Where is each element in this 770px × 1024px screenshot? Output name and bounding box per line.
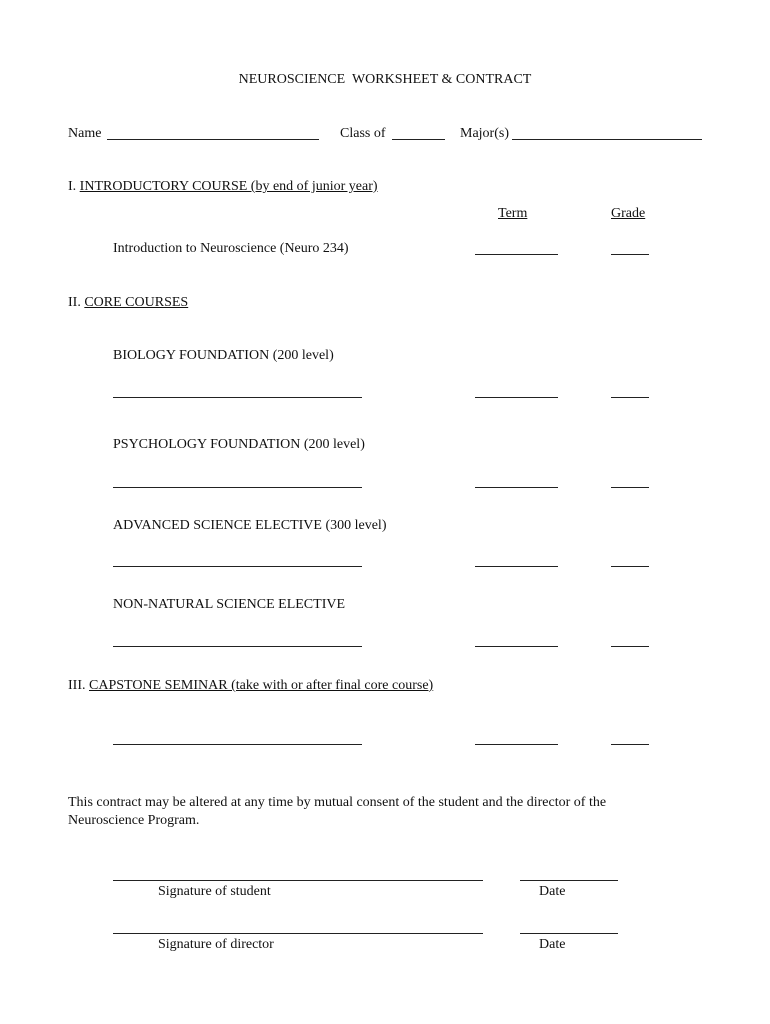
- core-item-label: BIOLOGY FOUNDATION (200 level): [113, 348, 334, 363]
- core-grade-field[interactable]: [611, 487, 649, 488]
- section-title: CORE COURSES: [84, 295, 189, 310]
- student-signature-field[interactable]: [113, 880, 483, 881]
- section-number: III.: [68, 678, 89, 693]
- term-column-header: Term: [498, 206, 528, 221]
- director-signature-label: Signature of director: [158, 937, 274, 952]
- name-field[interactable]: [107, 139, 319, 140]
- section-title: CAPSTONE SEMINAR (take with or after final core course): [89, 678, 434, 693]
- intro-grade-field[interactable]: [611, 254, 649, 255]
- name-label: Name: [68, 126, 102, 141]
- contract-statement: This contract may be altered at any time by mutual consent of the student and the director of the Neuroscience Program.: [68, 795, 607, 828]
- core-term-field[interactable]: [475, 646, 558, 647]
- capstone-grade-field[interactable]: [611, 744, 649, 745]
- core-grade-field[interactable]: [611, 646, 649, 647]
- section-title: INTRODUCTORY COURSE (by end of junior year): [79, 179, 378, 194]
- core-term-field[interactable]: [475, 566, 558, 567]
- director-date-field[interactable]: [520, 933, 618, 934]
- section-number: II.: [68, 295, 85, 310]
- capstone-term-field[interactable]: [475, 744, 558, 745]
- date-label: Date: [539, 937, 566, 952]
- student-signature-label: Signature of student: [158, 884, 271, 899]
- class-of-label: Class of: [340, 126, 386, 141]
- intro-course-name: Introduction to Neuroscience (Neuro 234): [113, 241, 349, 256]
- core-course-field[interactable]: [113, 487, 362, 488]
- section-number: I.: [68, 179, 80, 194]
- intro-term-field[interactable]: [475, 254, 558, 255]
- class-of-field[interactable]: [392, 139, 445, 140]
- core-term-field[interactable]: [475, 487, 558, 488]
- page-title: NEUROSCIENCE WORKSHEET & CONTRACT: [238, 72, 532, 87]
- core-course-field[interactable]: [113, 566, 362, 567]
- core-item-label: ADVANCED SCIENCE ELECTIVE (300 level): [113, 518, 387, 533]
- core-course-field[interactable]: [113, 646, 362, 647]
- section-capstone-heading: [68, 678, 433, 694]
- majors-field[interactable]: [512, 139, 702, 140]
- student-date-field[interactable]: [520, 880, 618, 881]
- majors-label: Major(s): [460, 126, 509, 141]
- section-introductory-heading: [68, 179, 378, 195]
- core-grade-field[interactable]: [611, 566, 649, 567]
- date-label: Date: [539, 884, 566, 899]
- core-item-label: NON-NATURAL SCIENCE ELECTIVE: [113, 597, 346, 612]
- core-grade-field[interactable]: [611, 397, 649, 398]
- core-course-field[interactable]: [113, 397, 362, 398]
- director-signature-field[interactable]: [113, 933, 483, 934]
- grade-column-header: Grade: [611, 206, 646, 221]
- section-core-heading: [68, 295, 188, 311]
- core-item-label: PSYCHOLOGY FOUNDATION (200 level): [113, 437, 365, 452]
- capstone-course-field[interactable]: [113, 744, 362, 745]
- core-term-field[interactable]: [475, 397, 558, 398]
